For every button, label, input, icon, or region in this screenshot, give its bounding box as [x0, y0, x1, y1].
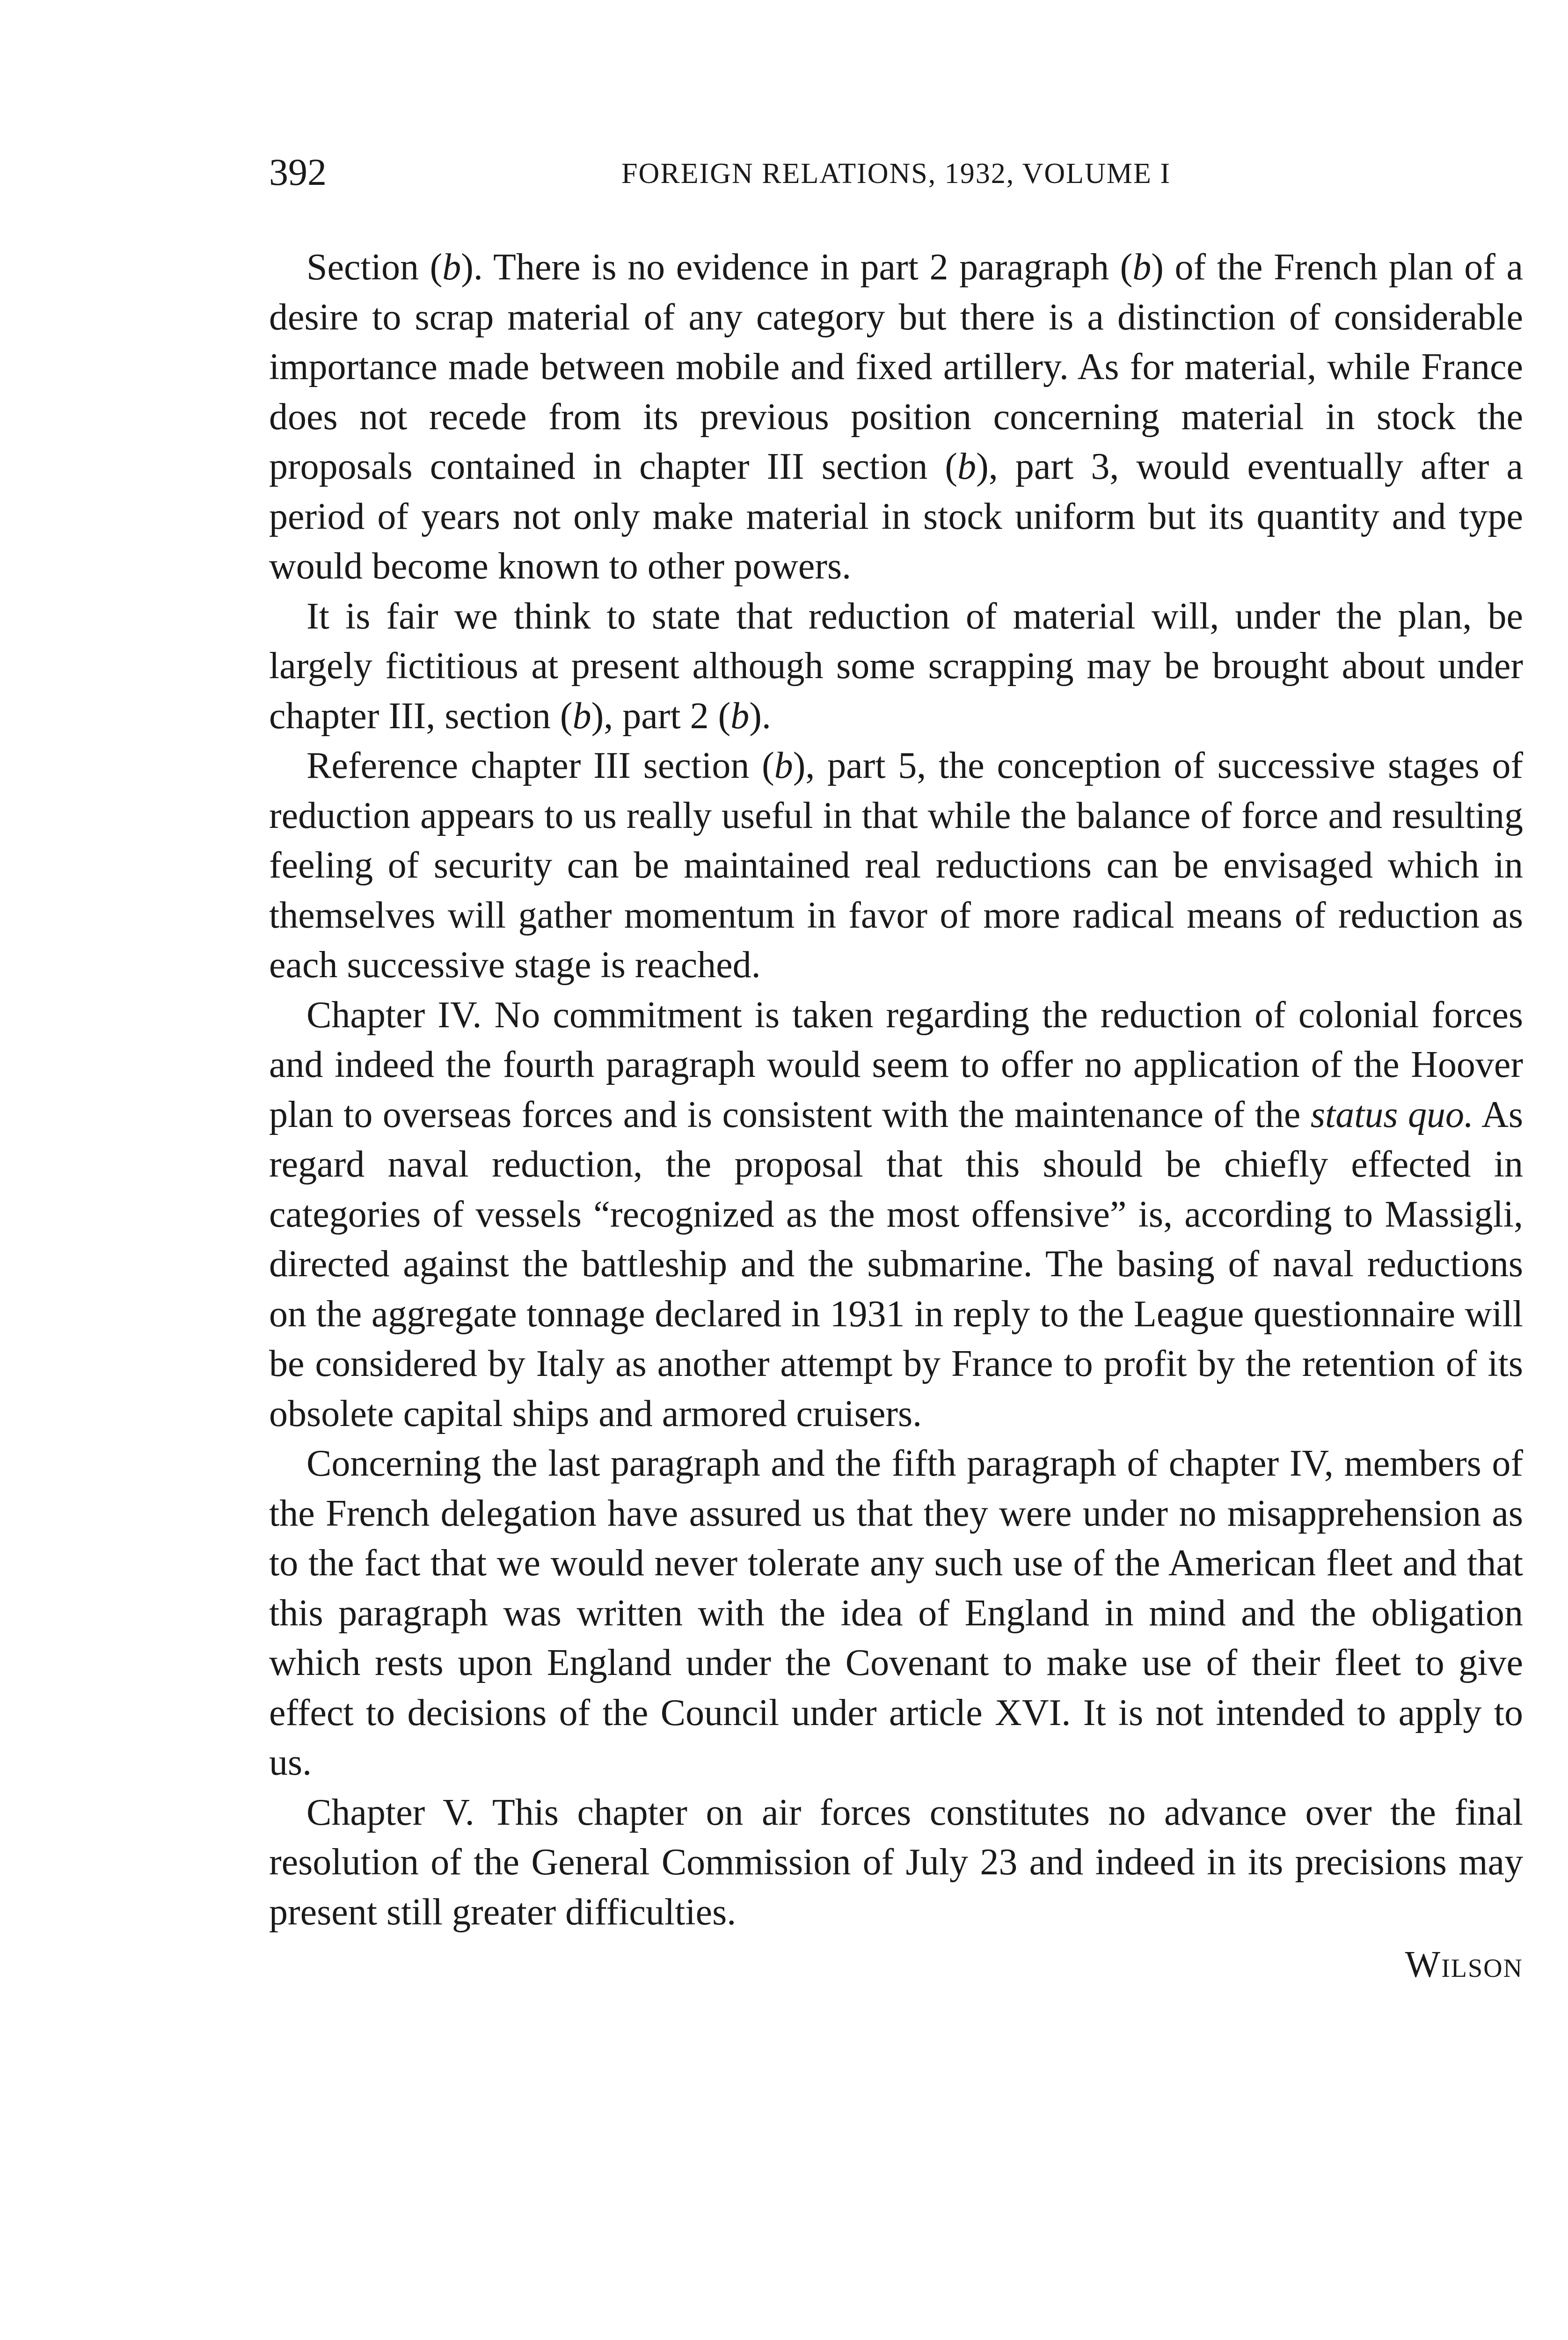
- italic-text: b: [442, 247, 461, 288]
- body-paragraph: [269, 242, 1523, 592]
- body-paragraph: [269, 990, 1523, 1439]
- body-paragraph: [269, 1788, 1523, 1938]
- page-number: 392: [269, 151, 327, 193]
- body-paragraph: [269, 592, 1523, 741]
- body-text: [269, 242, 1523, 1990]
- text-run: Section (: [306, 247, 443, 288]
- body-paragraph: [269, 1439, 1523, 1788]
- signature: Wilson: [1405, 1944, 1523, 1985]
- text-run: ) of the French plan of a desire to scrap material of any category but there is a distinction of considerable importance made between mobile and fixed artillery. As for material, while France does not recede from its previous position concerning material in stock the proposals contained in chapter III section (: [269, 247, 1523, 487]
- italic-text: status quo.: [1310, 1094, 1474, 1135]
- text-run: Concerning the last paragraph and the fifth paragraph of chapter IV, members of the French delegation have assured us that they were under no misapprehension as to the fact that we would never tolerate any such use of the American fleet and that this paragraph was written with the idea of England in mind and the obligation which rests upon England under the Covenant to make use of their fleet to give effect to decisions of the Council under article XVI. It is not intended to apply to us.: [269, 1443, 1523, 1783]
- text-run: It is fair we think to state that reduction of material will, under the plan, be largely fictitious at present although some scrapping may be brought about under chapter III, section (: [269, 595, 1523, 737]
- text-run: Reference chapter III section (: [306, 745, 774, 786]
- text-run: Chapter V. This chapter on air forces constitutes no advance over the final resolution of the General Commission of July 23 and indeed in its precisions may present still greater difficulties.: [269, 1792, 1523, 1933]
- text-run: ), part 2 (: [591, 695, 731, 737]
- italic-text: b: [1132, 247, 1152, 288]
- text-run: ).: [749, 695, 771, 737]
- running-head: [269, 149, 1523, 200]
- running-title: FOREIGN RELATIONS, 1932, VOLUME I: [621, 158, 1171, 190]
- text-run: ). There is no evidence in part 2 paragraph (: [461, 247, 1133, 288]
- text-run: As regard naval reduction, the proposal that this should be chiefly effected in categories of vessels “recognized as the most offensive” is, according to Massigli, directed against the battleship and the submarine. The basing of naval reductions on the aggregate tonnage declared in 1931 in reply to the League questionnaire will be considered by Italy as another attempt by France to profit by the retention of its obsolete capital ships and armored cruisers.: [269, 1094, 1524, 1434]
- italic-text: b: [774, 745, 793, 786]
- text-run: ), part 3, would eventually after a period of years not only make material in stock uniform but its quantity and type would become known to other powers.: [269, 446, 1523, 587]
- body-paragraph: [269, 741, 1523, 990]
- italic-text: b: [572, 695, 591, 737]
- text-run: ), part 5, the conception of successive stages of reduction appears to us really useful in that while the balance of force and resulting feeling of security can be maintained real reductions can be envisaged which in themselves will gather momentum in favor of more radical means of reduction as each successive stage is reached.: [269, 745, 1523, 986]
- text-run: Chapter IV. No commitment is taken regarding the reduction of colonial forces and indeed the fourth paragraph would seem to offer no application of the Hoover plan to overseas forces and is consistent with the maintenance of the: [269, 994, 1523, 1135]
- italic-text: b: [730, 695, 750, 737]
- italic-text: b: [957, 446, 977, 487]
